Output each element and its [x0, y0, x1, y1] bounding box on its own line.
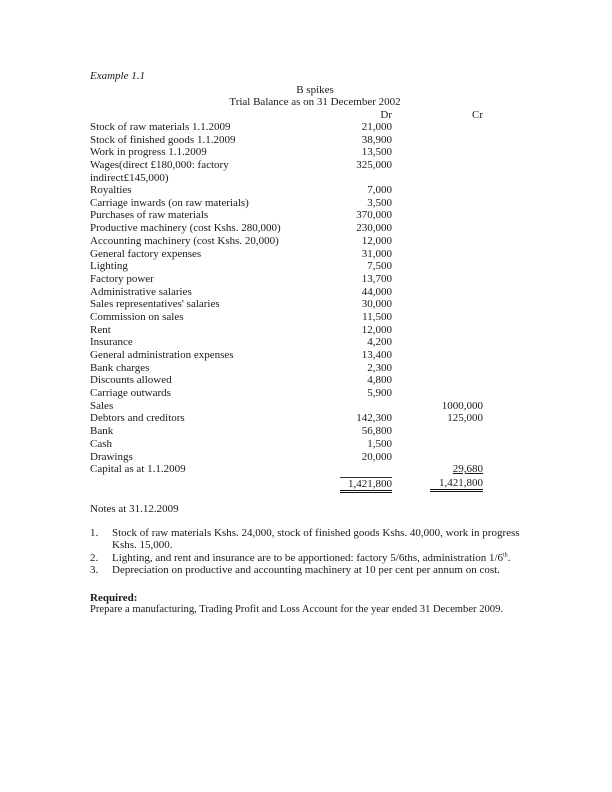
note-item: [90, 527, 530, 552]
table-row: [90, 286, 490, 299]
table-row: [90, 412, 490, 425]
row-label: Wages(direct £180,000: factory indirect£145,000): [90, 159, 229, 184]
row-label: Sales: [90, 399, 114, 412]
row-label: Lighting: [90, 260, 128, 273]
row-label: General administration expenses: [90, 349, 234, 361]
row-label: Stock of raw materials 1.1.2009: [90, 121, 231, 133]
note-number: 3.: [90, 563, 99, 576]
row-label: Administrative salaries: [90, 285, 192, 298]
row-label: Sales representatives' salaries: [90, 298, 220, 311]
row-cr: 125,000: [447, 412, 483, 425]
note-text: Depreciation on productive and accounting machinery at 10 per cent per annum on cost.: [112, 563, 500, 576]
row-cr: 1000,000: [441, 399, 483, 412]
row-label: Work in progress 1.1.2009: [90, 146, 207, 159]
row-dr: 7,000: [367, 184, 392, 197]
row-label: Bank: [90, 425, 114, 438]
table-row: [90, 387, 490, 400]
row-dr: 230,000: [356, 222, 392, 235]
row-label: Purchases of raw materials: [90, 209, 209, 222]
row-label: Discounts allowed: [90, 374, 172, 387]
table-row: [90, 438, 490, 451]
table-row: [90, 235, 490, 248]
row-label: Factory power: [90, 272, 154, 285]
row-dr: 12,000: [361, 234, 392, 247]
total-dr: 1,421,800: [340, 477, 392, 493]
row-label: Stock of finished goods 1.1.2009: [90, 133, 236, 146]
row-label: Insurance: [90, 336, 133, 349]
table-row: [90, 451, 490, 464]
table-row: [90, 463, 490, 476]
note-item: [90, 552, 530, 564]
table-row: [90, 197, 490, 210]
notes-list: [90, 527, 530, 576]
row-label: Accounting machinery (cost Kshs. 20,000): [90, 234, 279, 247]
table-row: [90, 311, 490, 324]
row-dr: 13,500: [361, 146, 392, 159]
row-cr: 29,680: [452, 463, 483, 476]
row-label: General factory expenses: [90, 247, 202, 260]
row-label: Carriage outwards: [90, 387, 171, 400]
row-label: Debtors and creditors: [90, 412, 185, 425]
table-row: [90, 159, 490, 184]
total-cr: 1,421,800: [430, 477, 483, 492]
row-dr: 38,900: [361, 133, 392, 146]
required-heading: Required:: [90, 592, 138, 604]
table-row: [90, 134, 490, 147]
row-dr: 30,000: [361, 298, 392, 311]
table-row: [90, 349, 490, 362]
row-dr: 4,800: [367, 374, 392, 387]
table-row: [90, 374, 490, 387]
notes-title: Notes at 31.12.2009: [90, 503, 179, 515]
column-header-cr: Cr: [472, 109, 483, 121]
row-dr: 142,300: [356, 412, 392, 425]
table-row: [90, 209, 490, 222]
row-dr: 13,700: [361, 272, 392, 285]
row-label: Drawings: [90, 450, 133, 463]
row-label: Commission on sales: [90, 310, 184, 323]
table-row: [90, 121, 490, 134]
row-dr: 21,000: [361, 121, 392, 133]
table-row: [90, 362, 490, 375]
row-dr: 2,300: [367, 361, 392, 374]
note-tail: .: [507, 551, 511, 564]
row-dr: 31,000: [361, 247, 392, 260]
row-dr: 13,400: [361, 349, 392, 361]
row-dr: 20,000: [361, 450, 392, 463]
table-row: [90, 273, 490, 286]
row-dr: 11,500: [362, 310, 392, 323]
row-label: Bank charges: [90, 361, 150, 374]
row-dr: 56,800: [361, 425, 392, 438]
row-dr: 12,000: [361, 323, 392, 336]
table-row: [90, 248, 490, 261]
statement-title: Trial Balance as on 31 December 2002: [229, 96, 401, 108]
table-row: [90, 146, 490, 159]
trial-balance-table: [90, 121, 490, 476]
row-label: Productive machinery (cost Kshs. 280,000): [90, 222, 281, 235]
note-text: Lighting, and rent and insurance are to be apportioned: factory 5/6ths, administration 1/6: [112, 551, 504, 564]
note-item: [90, 564, 530, 576]
column-header-dr: Dr: [380, 109, 392, 121]
note-number: 2.: [90, 551, 99, 564]
note-superscript: th: [503, 551, 508, 558]
row-dr: 325,000: [356, 159, 392, 172]
row-label: Rent: [90, 323, 111, 336]
row-label: Carriage inwards (on raw materials): [90, 196, 249, 209]
table-row: [90, 298, 490, 311]
table-row: [90, 400, 490, 413]
row-dr: 7,500: [367, 260, 392, 273]
note-text: Stock of raw materials Kshs. 24,000, stock of finished goods Kshs. 40,000, work in progress Kshs. 15,000.: [112, 527, 520, 552]
table-row: [90, 336, 490, 349]
row-dr: 4,200: [367, 336, 392, 349]
row-label: Cash: [90, 437, 112, 450]
row-dr: 370,000: [356, 209, 392, 222]
table-row: [90, 184, 490, 197]
row-label: Capital as at 1.1.2009: [90, 463, 186, 476]
company-name: B spikes: [296, 84, 334, 96]
row-label: Royalties: [90, 184, 132, 197]
required-text: Prepare a manufacturing, Trading Profit and Loss Account for the year ended 31 December 2009.: [90, 604, 504, 615]
note-number: 1.: [90, 527, 99, 539]
row-dr: 1,500: [367, 437, 392, 450]
row-dr: 5,900: [367, 387, 392, 400]
table-row: [90, 260, 490, 273]
example-label: Example 1.1: [90, 70, 145, 82]
row-dr: 3,500: [367, 196, 392, 209]
table-row: [90, 324, 490, 337]
table-row: [90, 425, 490, 438]
row-dr: 44,000: [361, 285, 392, 298]
table-row: [90, 222, 490, 235]
